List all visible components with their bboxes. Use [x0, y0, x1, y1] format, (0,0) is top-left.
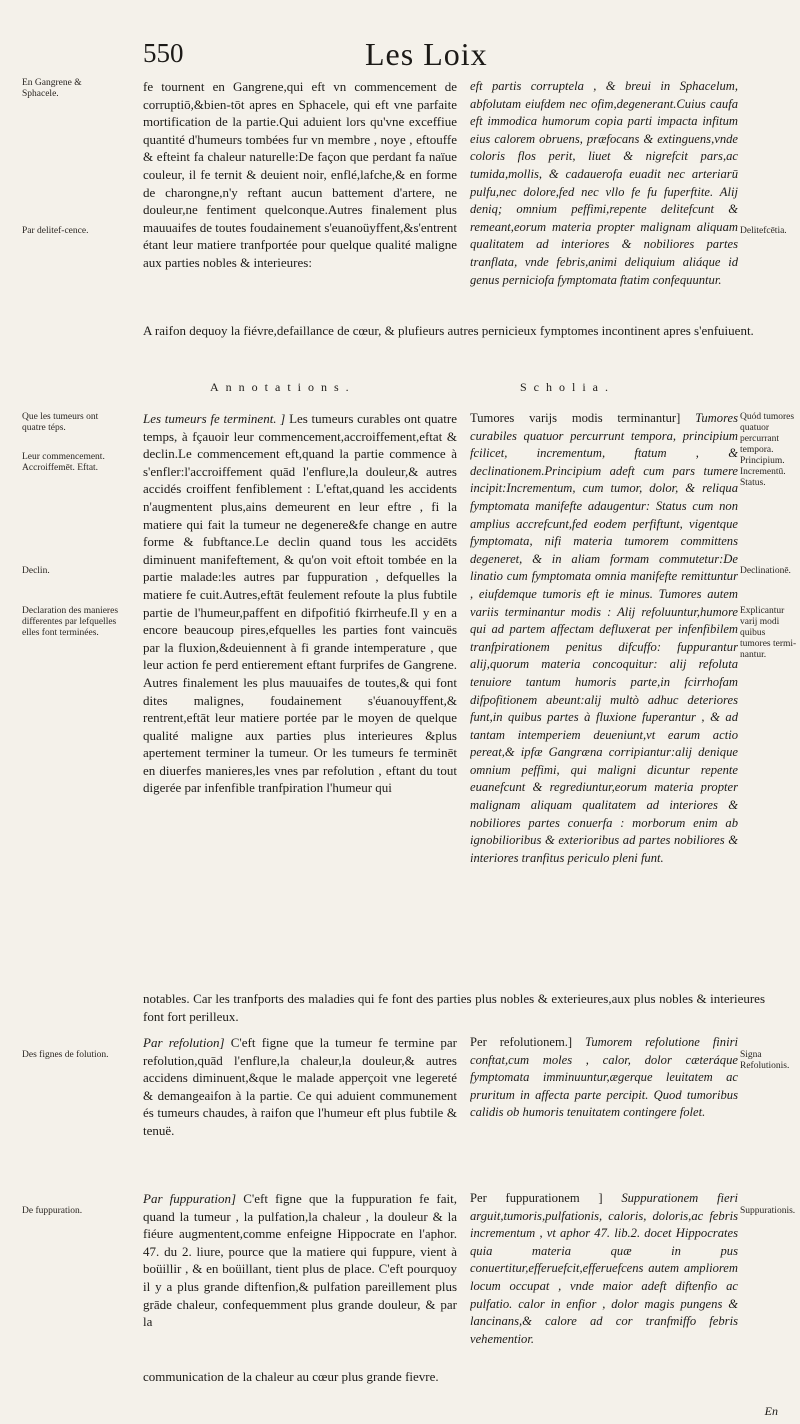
margin-note-four-times: Que les tumeurs ont quatre téps. [22, 412, 99, 433]
latin-resolution-body: Tumorem refolutione finiri conftat,cum moles , calor, dolor cæteráque fymptomata imminuuntur,ægerque leuitatem ac pruritum in affecta parte percipit. Quod tumoribus calidis ob humoris tenuitatem contingere folet. [470, 1035, 738, 1120]
latin-suppuration [470, 1190, 738, 1366]
french-text-1: fe tournent en Gangrene,qui eft vn commencement de corruptiō,&bien-tōt apres en Sphacele, qui eft vne parfaite mortification de la partie.Qui aduient lors qu'vne exceffiue quantité d'humeurs tombées fur vn membre , noye , eftouffe & efteint fa chaleur naturelle:De façon que perdant fa naïue couleur, il fe ternit & deuient noir, enflé,lafche,& en forme de charongne,n'y reftant aucun battement d'artere, ne douleur,ne fentiment quelconque.Autres finalement plus mauuaifes de toutes foudainement s'euanoüyffent,&s'entrent étant leur matiere tranfportée pour quelque qualité maligne aux parties nobles & interieures: [143, 79, 457, 270]
margin-note-solution: Des fignes de folution. [22, 1050, 109, 1060]
french-annotation-body: Les tumeurs curables ont quatre temps, à fçauoir leur commencement,accroiffement,eftat & declin.Le commencement eft,quand la partie commence à s'enfler:l'accroiffement quād l'enflure,la douleur,& autres accidés croiffent fenfiblement : L'eftat,quand les accidents n'augmentent plus,ains demeurent en leur eftre , fi la matiere qui fait la tumeur ne degenere&fe change en autre forme & fubftance.Le declin quand tous les accidēts diminuent manifeftement, & qu'on voit eftoit tombée en la partie malade:les autres par fuppuration , defquelles la matiere fe cuit.Autres,eftāt feulement refoute la plus fubtile partie de l'humeur,paffent en difpofitió fkirrheufe.Il y en a encore beaucoup pires,efquelles les parties font vaincuës par la fluxion,&deuiennent à fi grande intemperature , que leur action fe perd entierement eftant furprifes de Gangrene. Autres finalement les plus mauuaifes de toutes,& qui font dites malignes, foudainement s'éuanouyffent,& rentrent,eftāt leur matiere portée par le moyen de quelque qualité maligne aux parties plus interieures &plus [143, 411, 457, 743]
latin-text-1: eft partis corruptela , & breui in Sphacelum, abfolutam eiufdem nec ofim,degenerant.Cuius caufa eft immodica humorum copia parti impacta infitum eius calorem obruens, præfocans & extinguens,vnde coloris flos perit, liuet & nigrefcit pars,ac tumida,mollis, & cadauerofa euadit nec arteriarū pulfu,nec dolore,fed nec vllo fe fu fuperftite. Alij deniq; omnium peffimi,repente delitefcunt & remeant,eorum materia propter malignam aliquam qualitatem ad interiores & nobiliores partes tranflata, vnde febris,animi deliquium aliáque id genus perniciofa fymptomata ftatim confequuntur. [470, 79, 738, 287]
catchword: En [764, 1404, 778, 1418]
french-resolution-body: C'eft figne que la tumeur fe termine par refolution,quād l'enflure,la chaleur,la douleur,& autres accidens diminuent,&que le malade apperçoit vne legereté & demangeaifon à la partie. Ce qui aduient communement és tumeurs chaudes, à raifon que l'humeur eft plus fubtile & tenuë. [143, 1035, 457, 1138]
french-lemma: Les tumeurs fe terminent. ] [143, 411, 286, 426]
latin-resolution-lemma: Per refolutionem.] [470, 1035, 573, 1049]
french-closing-4: communication de la chaleur au cœur plus grande fievre. [143, 1369, 439, 1384]
latin-suppuration-body: Suppurationem fieri arguit,tumoris,pulfationis, caloris, doloris,ac febris incrementum , vt aphor 47. lib.2. docet Hippocrates quia materia quæ in pus conuertitur,efferuefcit,efferuefcens autem ampliorem locum occupat , vnde maior adeft diftenfio ac pulfatio. calor in enfior , dolor magis pungens & lancinans,& calore ad cor tranfmiffo febris vehementior. [470, 1191, 738, 1346]
margin-note-declaration: Declaration des manieres differentes par lefquelles elles font terminées. [22, 606, 119, 638]
margin-note-declinatio: Declinationē. [740, 566, 791, 576]
margin-note-stages: Leur commencement. Accroiffemēt. Eftat. [22, 452, 105, 473]
latin-lemma: Tumores varijs modis terminantur] [470, 411, 681, 425]
margin-note-quatuor-tempora: Quód tumores quatuor percurrant tempora. Principium. Incrementū. Status. [740, 412, 795, 488]
latin-scholium [470, 410, 738, 986]
margin-note-suppurationis: Suppurationis. [740, 1206, 796, 1216]
margin-note-signa: Signa Refolutionis. [740, 1050, 790, 1071]
french-resolution-lemma: Par refolution] [143, 1035, 225, 1050]
margin-note-delitescentia: Delitefcētia. [740, 226, 787, 236]
margin-note-delitescence: Par delitef-cence. [22, 226, 89, 236]
latin-resolution [470, 1034, 738, 1189]
margin-note-declin: Declin. [22, 566, 50, 576]
french-suppuration-body: C'eft figne que la fuppuration fe fait, quand la tumeur , la pulfation,la chaleur , la douleur & la fiéure augmentent,comme enfeigne Hippocrate en l'aphor. 47. du 2. liure, pource que la matiere qui fuppure, vient à boüillir , & en boüillant, tient plus de place. C'eft pourquoy il y a plus grande diftenfion,& pulfation pareillement plus grāde chaleur, confequemment plus grande douleur, & par la [143, 1191, 457, 1330]
french-closing-1: A raifon dequoy la fiévre,defaillance de cœur, & plufieurs autres pernicieux fymptomes incontinent apres s'enfuiuent. [143, 323, 754, 338]
latin-scholium-body: Tumores curabiles quatuor percurrunt tempora, principium fcilicet, incrementum, ftatum , & declinationem.Principium adeft cum pars tumere incipit:Incrementum, cum tumor, dolor, & reliqua fymptomata manifefte adaugentur: Status cum non amplius accrefcunt,fed eodem perfiftunt, vigentque fymptomata, nifi materia tumorem committens degeneret, & in aliam formam commutetur:De linatio cum fymptomata omnia manifefte remittuntur , eiufdemque tumoris eft ie minus. Tumores autem variis terminantur modis : Alij refoluuntur,humore qui ad partem affectam defluxerat per infenfibilem tranfpirationem penitus difcuffo: fuppurantur alij,quorum materia concoquitur: alij refoluta tenuiore tantum humoris parte,in fcirrhofam difpofitionem abeunt:alij multò adhuc deteriores funt,in quibus partes à fluxione fuperantur , & ad tantam intemperiem deueniunt,vt earum actio pereat,& ipfæ Gangræna corripiantur:alij denique omnium peffimi, qui maligni dicuntur repente euanefcunt & regrediuntur,eorum materia propter malignam aliquam qualitatem ad interiores & nobiliores partes conuerfa : morborum enim ab ignobilioribus & exterioribus ad partes nobiliores & interiores tranfitus periculo pleni funt. [470, 411, 738, 865]
french-annotation-mid: apertement terminer la tumeur. Or les tumeurs fe terminēt en diuerfes manieres,les vnes par refolution , eftant du tout digerée par infenfible tranfpiration l'humeur qui [143, 745, 457, 796]
french-resolution [143, 1034, 457, 1189]
running-title: Les Loix [365, 36, 488, 72]
margin-note-suppuration: De fuppuration. [22, 1206, 83, 1216]
latin-suppuration-lemma: Per fuppurationem ] [470, 1191, 603, 1205]
french-suppuration-lemma: Par fuppuration] [143, 1191, 237, 1206]
french-closing-2: notables. Car les tranfports des maladies qui fe font des parties plus nobles & exterieures,aux plus nobles & interieures font fort perilleux. [143, 991, 765, 1024]
margin-note-gangrene: En Gangrene & Sphacele. [22, 78, 82, 99]
annotations-heading: Annotations. [210, 380, 356, 394]
page-header [143, 38, 523, 78]
margin-note-explicantur: Explicantur varij modi quibus tumores termi-nantur. [740, 606, 797, 660]
french-suppuration [143, 1190, 457, 1366]
page-number: 550 [143, 38, 184, 68]
scholia-heading: Scholia. [520, 380, 615, 394]
french-annotation [143, 410, 457, 986]
